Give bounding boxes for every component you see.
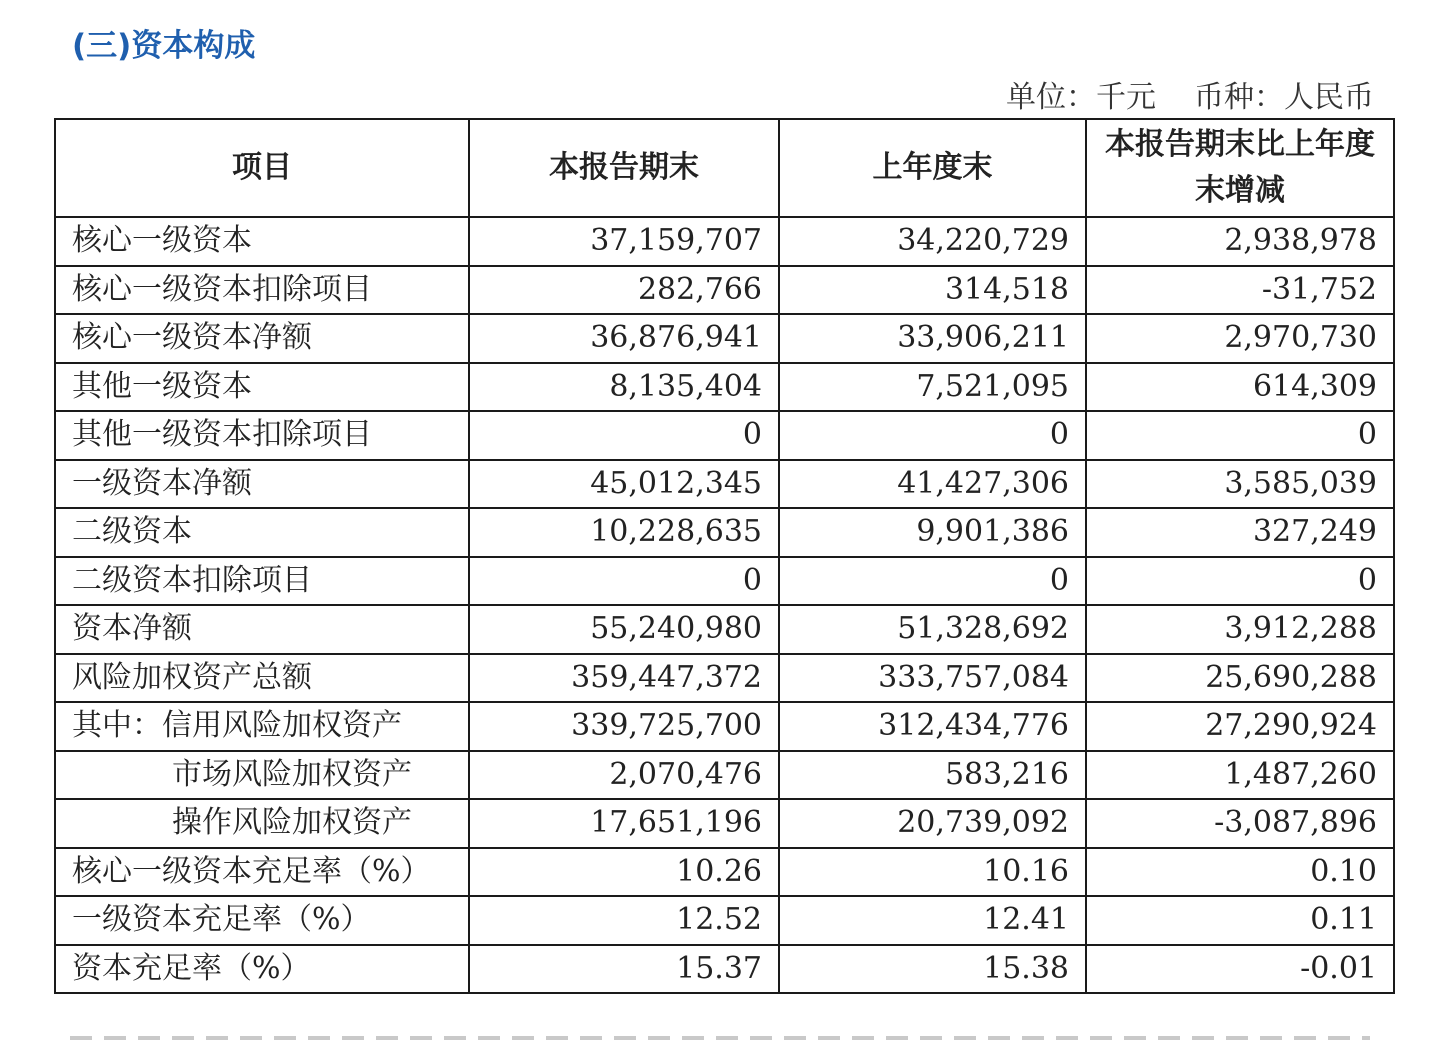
header-prior-year-end: 上年度末 bbox=[779, 119, 1086, 217]
table-row bbox=[55, 557, 1394, 606]
header-change: 本报告期末比上年度末增减 bbox=[1086, 119, 1394, 217]
row-prior-value: 12.41 bbox=[779, 896, 1086, 945]
row-current-value: 0 bbox=[469, 557, 779, 606]
unit-currency-line bbox=[1006, 72, 1374, 116]
table-row bbox=[55, 217, 1394, 266]
row-item-label: 二级资本 bbox=[55, 508, 469, 557]
row-change-value: -3,087,896 bbox=[1086, 799, 1394, 848]
table-row bbox=[55, 848, 1394, 897]
currency-label: 币种：人民币 bbox=[1194, 80, 1374, 115]
row-change-value: 2,938,978 bbox=[1086, 217, 1394, 266]
row-change-value: 2,970,730 bbox=[1086, 314, 1394, 363]
row-change-value: 327,249 bbox=[1086, 508, 1394, 557]
row-current-value: 8,135,404 bbox=[469, 363, 779, 412]
row-change-value: 614,309 bbox=[1086, 363, 1394, 412]
row-current-value: 37,159,707 bbox=[469, 217, 779, 266]
row-item-label: 核心一级资本扣除项目 bbox=[55, 266, 469, 315]
header-current-period-end: 本报告期末 bbox=[469, 119, 779, 217]
row-prior-value: 9,901,386 bbox=[779, 508, 1086, 557]
row-item-label: 其他一级资本扣除项目 bbox=[55, 411, 469, 460]
row-prior-value: 20,739,092 bbox=[779, 799, 1086, 848]
row-prior-value: 0 bbox=[779, 411, 1086, 460]
table-row bbox=[55, 945, 1394, 994]
row-item-label: 二级资本扣除项目 bbox=[55, 557, 469, 606]
unit-label: 单位：千元 bbox=[1006, 80, 1156, 115]
table-row bbox=[55, 702, 1394, 751]
row-current-value: 10,228,635 bbox=[469, 508, 779, 557]
row-item-label: 资本净额 bbox=[55, 605, 469, 654]
capital-composition-table bbox=[54, 118, 1395, 994]
row-item-label: 市场风险加权资产 bbox=[55, 751, 469, 800]
row-item-label: 其他一级资本 bbox=[55, 363, 469, 412]
row-prior-value: 583,216 bbox=[779, 751, 1086, 800]
row-prior-value: 7,521,095 bbox=[779, 363, 1086, 412]
table-row bbox=[55, 799, 1394, 848]
row-item-label: 资本充足率（%） bbox=[55, 945, 469, 994]
table-row bbox=[55, 314, 1394, 363]
row-prior-value: 314,518 bbox=[779, 266, 1086, 315]
header-item: 项目 bbox=[55, 119, 469, 217]
row-prior-value: 0 bbox=[779, 557, 1086, 606]
row-item-label: 核心一级资本 bbox=[55, 217, 469, 266]
row-current-value: 282,766 bbox=[469, 266, 779, 315]
row-prior-value: 333,757,084 bbox=[779, 654, 1086, 703]
row-item-label: 一级资本净额 bbox=[55, 460, 469, 509]
table-row bbox=[55, 266, 1394, 315]
row-change-value: -0.01 bbox=[1086, 945, 1394, 994]
table-row bbox=[55, 751, 1394, 800]
row-prior-value: 15.38 bbox=[779, 945, 1086, 994]
row-change-value: 3,585,039 bbox=[1086, 460, 1394, 509]
row-current-value: 0 bbox=[469, 411, 779, 460]
row-current-value: 55,240,980 bbox=[469, 605, 779, 654]
table-row bbox=[55, 363, 1394, 412]
row-item-label: 核心一级资本充足率（%） bbox=[55, 848, 469, 897]
row-change-value: 1,487,260 bbox=[1086, 751, 1394, 800]
row-prior-value: 10.16 bbox=[779, 848, 1086, 897]
row-item-label: 一级资本充足率（%） bbox=[55, 896, 469, 945]
table-row bbox=[55, 411, 1394, 460]
table-row bbox=[55, 896, 1394, 945]
row-current-value: 15.37 bbox=[469, 945, 779, 994]
table-row bbox=[55, 460, 1394, 509]
row-item-label: 其中：信用风险加权资产 bbox=[55, 702, 469, 751]
row-change-value: 27,290,924 bbox=[1086, 702, 1394, 751]
row-current-value: 10.26 bbox=[469, 848, 779, 897]
row-change-value: 25,690,288 bbox=[1086, 654, 1394, 703]
row-current-value: 45,012,345 bbox=[469, 460, 779, 509]
row-change-value: 0.11 bbox=[1086, 896, 1394, 945]
row-prior-value: 41,427,306 bbox=[779, 460, 1086, 509]
row-current-value: 359,447,372 bbox=[469, 654, 779, 703]
row-current-value: 36,876,941 bbox=[469, 314, 779, 363]
row-change-value: 3,912,288 bbox=[1086, 605, 1394, 654]
table-body bbox=[55, 217, 1394, 993]
row-change-value: -31,752 bbox=[1086, 266, 1394, 315]
table-row bbox=[55, 605, 1394, 654]
table-row bbox=[55, 508, 1394, 557]
row-current-value: 17,651,196 bbox=[469, 799, 779, 848]
row-item-label: 风险加权资产总额 bbox=[55, 654, 469, 703]
row-prior-value: 34,220,729 bbox=[779, 217, 1086, 266]
row-prior-value: 51,328,692 bbox=[779, 605, 1086, 654]
row-change-value: 0 bbox=[1086, 557, 1394, 606]
row-prior-value: 33,906,211 bbox=[779, 314, 1086, 363]
table-header-row bbox=[55, 119, 1394, 217]
row-item-label: 操作风险加权资产 bbox=[55, 799, 469, 848]
cropped-footnote-line bbox=[70, 1036, 1370, 1040]
row-current-value: 2,070,476 bbox=[469, 751, 779, 800]
table-row bbox=[55, 654, 1394, 703]
row-change-value: 0.10 bbox=[1086, 848, 1394, 897]
section-title: (三)资本构成 bbox=[72, 28, 256, 64]
row-prior-value: 312,434,776 bbox=[779, 702, 1086, 751]
row-current-value: 12.52 bbox=[469, 896, 779, 945]
row-current-value: 339,725,700 bbox=[469, 702, 779, 751]
row-change-value: 0 bbox=[1086, 411, 1394, 460]
row-item-label: 核心一级资本净额 bbox=[55, 314, 469, 363]
